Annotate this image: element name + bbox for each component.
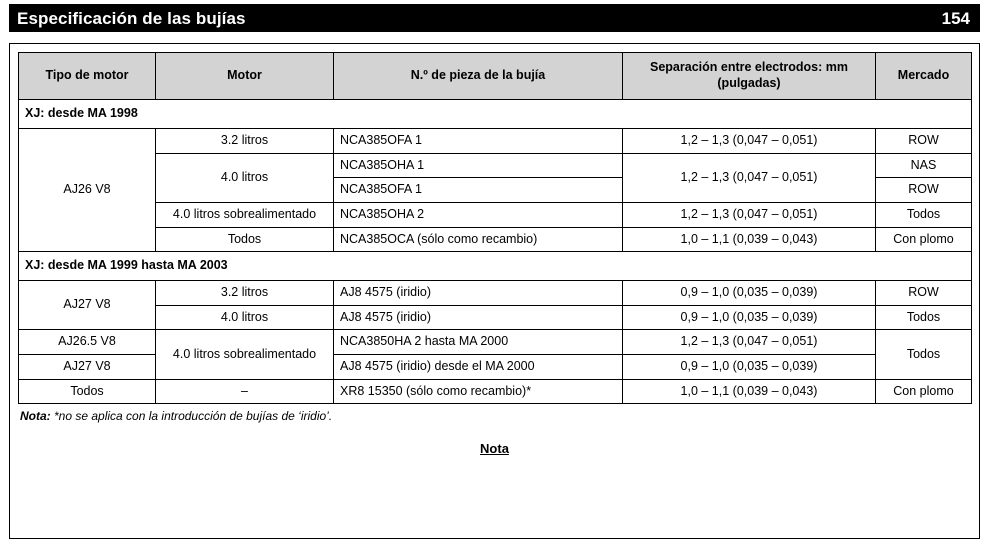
table-section-row (19, 252, 972, 281)
cell-market: ROW (876, 178, 972, 203)
cell-engine: – (156, 379, 334, 404)
page-header (9, 4, 980, 32)
cell-market: Todos (876, 305, 972, 330)
footnote-label: Nota: (20, 409, 51, 424)
content-frame (9, 43, 980, 539)
section-heading-2: XJ: desde MA 1999 hasta MA 2003 (19, 252, 972, 281)
cell-part-number: AJ8 4575 (iridio) (334, 281, 623, 306)
cell-part-number: XR8 15350 (sólo como recambio)* (334, 379, 623, 404)
table-row (19, 227, 972, 252)
section-heading-1: XJ: desde MA 1998 (19, 100, 972, 129)
cell-engine: 4.0 litros (156, 153, 334, 202)
table-row (19, 129, 972, 154)
cell-part-number: NCA385OFA 1 (334, 129, 623, 154)
cell-market: Todos (876, 330, 972, 379)
table-row (19, 330, 972, 355)
column-header-engine-type: Tipo de motor (19, 53, 156, 100)
table-row (19, 202, 972, 227)
cell-engine-type: AJ27 V8 (19, 281, 156, 330)
table-row (19, 281, 972, 306)
spark-plug-specification-table (18, 52, 972, 404)
cell-market: Todos (876, 202, 972, 227)
cell-engine: 4.0 litros sobrealimentado (156, 330, 334, 379)
cell-engine: 3.2 litros (156, 281, 334, 306)
note-heading: Nota (480, 441, 509, 457)
table-footnote (20, 409, 971, 423)
cell-part-number: AJ8 4575 (iridio) desde el MA 2000 (334, 355, 623, 380)
cell-part-number: NCA385OHA 1 (334, 153, 623, 178)
column-header-market: Mercado (876, 53, 972, 100)
table-row (19, 379, 972, 404)
cell-electrode-gap: 0,9 – 1,0 (0,035 – 0,039) (623, 305, 876, 330)
cell-electrode-gap: 1,0 – 1,1 (0,039 – 0,043) (623, 227, 876, 252)
cell-electrode-gap: 1,0 – 1,1 (0,039 – 0,043) (623, 379, 876, 404)
cell-engine: 3.2 litros (156, 129, 334, 154)
cell-market: Con plomo (876, 227, 972, 252)
cell-engine-type: AJ27 V8 (19, 355, 156, 380)
cell-electrode-gap: 1,2 – 1,3 (0,047 – 0,051) (623, 129, 876, 154)
cell-engine-type: Todos (19, 379, 156, 404)
cell-engine-type: AJ26.5 V8 (19, 330, 156, 355)
cell-electrode-gap: 1,2 – 1,3 (0,047 – 0,051) (623, 330, 876, 355)
cell-market: ROW (876, 129, 972, 154)
cell-market: NAS (876, 153, 972, 178)
column-header-engine: Motor (156, 53, 334, 100)
page-number: 154 (941, 8, 970, 28)
cell-electrode-gap: 0,9 – 1,0 (0,035 – 0,039) (623, 355, 876, 380)
cell-part-number: NCA385OCA (sólo como recambio) (334, 227, 623, 252)
footnote-text: *no se aplica con la introducción de bujías de ‘iridio’. (50, 409, 333, 424)
cell-market: ROW (876, 281, 972, 306)
cell-electrode-gap: 0,9 – 1,0 (0,035 – 0,039) (623, 281, 876, 306)
table-row (19, 153, 972, 178)
cell-part-number: NCA385OHA 2 (334, 202, 623, 227)
column-header-electrode-gap: Separación entre electrodos: mm (pulgadas) (623, 53, 876, 100)
cell-part-number: NCA3850HA 2 hasta MA 2000 (334, 330, 623, 355)
cell-part-number: NCA385OFA 1 (334, 178, 623, 203)
cell-part-number: AJ8 4575 (iridio) (334, 305, 623, 330)
cell-engine: Todos (156, 227, 334, 252)
cell-electrode-gap: 1,2 – 1,3 (0,047 – 0,051) (623, 153, 876, 202)
table-section-row (19, 100, 972, 129)
cell-engine: 4.0 litros (156, 305, 334, 330)
page-title: Especificación de las bujías (17, 8, 246, 28)
cell-engine-type: AJ26 V8 (19, 129, 156, 252)
cell-electrode-gap: 1,2 – 1,3 (0,047 – 0,051) (623, 202, 876, 227)
table-header-row (19, 53, 972, 100)
cell-market: Con plomo (876, 379, 972, 404)
table-row (19, 305, 972, 330)
column-header-part-number: N.º de pieza de la bujía (334, 53, 623, 100)
cell-engine: 4.0 litros sobrealimentado (156, 202, 334, 227)
